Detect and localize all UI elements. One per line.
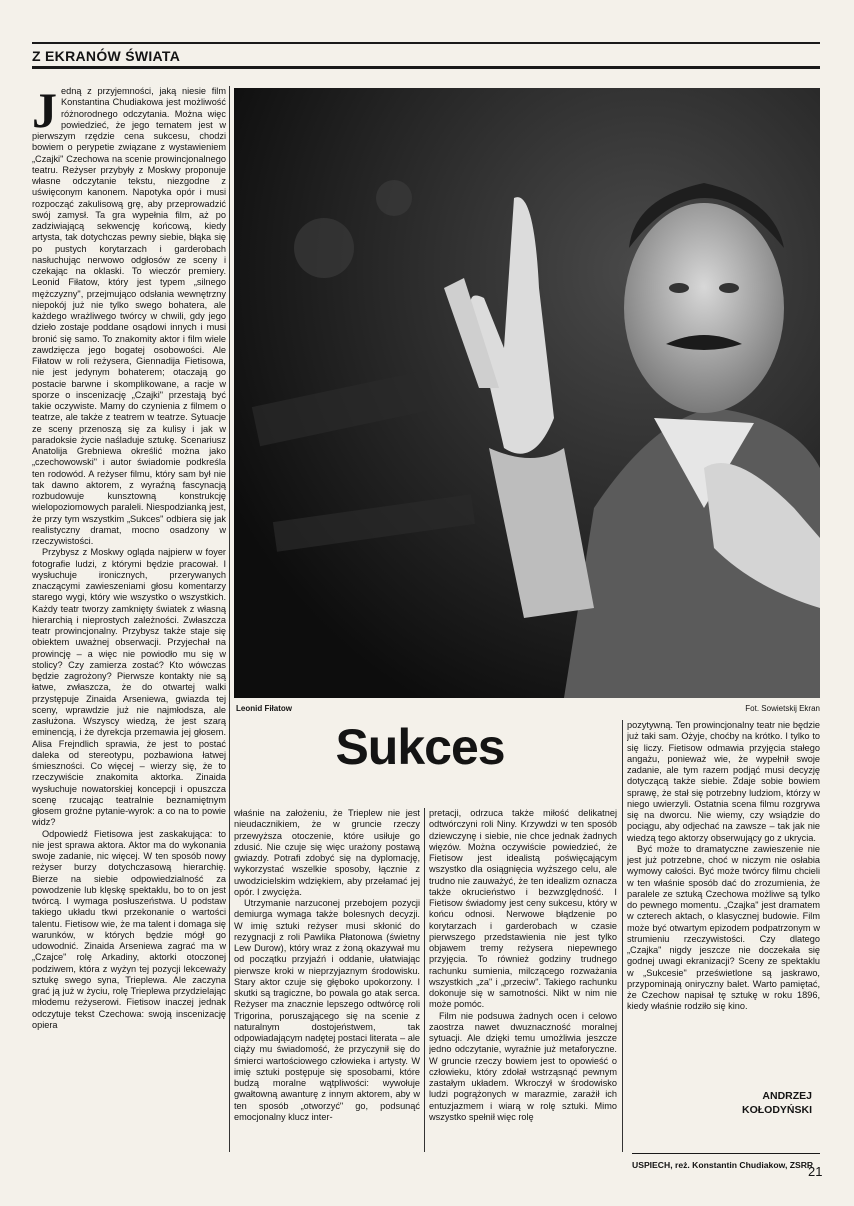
column-divider [622, 720, 623, 1152]
page-number: 21 [808, 1164, 823, 1179]
article-column-4 [627, 720, 820, 1078]
column-divider [229, 86, 230, 1152]
paragraph: pretacji, odrzuca także miłość delikatnej odtwórczyni roli Niny. Krzywdzi w ten sposób dziewczynę i siebie, nie chce jednak żadnych więzów. Można oczywiście powiedzieć, że Fietisow jest idealistą poświęcającym wszystko dla osiągnięcia wyższego celu, ale trudno nie zauważyć, że ten idealizm oznacza także okrucieństwo i bezwzględność. I Fietisow świadomy jest ceny sukcesu, który w końcu odnosi. Nerwowe błądzenie po korytarzach i garderobach w czasie pierwszego przedstawienia nie jest tylko objawem tremy reżysera niepewnego przyjęcia. To również godziny trudnego rachunku sumienia, milczącego rozważania wszystkich „za" i „przeciw". Takiego rachunku dokonuje się w samotności. Nikt w nim nie może pomóc. [429, 808, 617, 1010]
section-rule [32, 66, 820, 69]
photo-illustration [234, 88, 820, 698]
top-rule [32, 42, 820, 44]
paragraph: Jedną z przyjemności, jaką niesie film Konstantina Chudiakowa jest możliwość różnorodnego odczytania. Można więc powiedzieć, że jego tematem jest w pierwszym rzędzie cena sukcesu, chodzi bowiem o perypetie związane z wystawieniem „Czajki" Czechowa na scenie prowincjonalnego teatru. Reżyser przybyły z Moskwy proponuje własne odczytanie tekstu, niezgodne z uświęconym kanonem. Napotyka opór i musi rozpocząć zakulisową grę, aby przeprowadzić swój zamysł. Ta gra wypełnia film, aż po zadziwiającą sekwencję końcową, kiedy artysta, tak dotychczas pewny siebie, błąka się po pustych korytarzach i garderobach nasłuchując nerwowo odgłosów ze sceny i czekając na oklaski. To wieczór premiery. Leonid Fiłatow, który jest typem „silnego mężczyzny", przejmująco odsłania wewnętrzny niepokój już nie tylko swego bohatera, ale każdego wrażliwego twórcy w chwili, gdy jego dzieło zostaje poddane osądowi innych i musi bronić się samo. To znakomity aktor i film wiele zawdzięcza jego bogatej osobowości. Ale Fiłatow w roli reżysera, Giennadija Fietisowa, nie jest jedynym bohaterem; otaczają go postacie barwne i skomplikowane, a racje w sporze o inscenizację „Czajki" przestają być takie oczywiste. Mamy do czynienia z filmem o teatrze, ale także z teatrem w teatrze. Sytuacje ze sceny przenoszą się za kulisy i jak w paradoksie życie naśladuje sztukę. Scenariusz Anatolija Grebniewa określić można jako „czechowowski" i autor świadomie podkreśla ten rodowód. A reżyser filmu, który sam był nie tak dawno aktorem, z wyraźną fascynacją rozbudowuje kunsztowną konstrukcję wielopoziomowych paraleli. Niespodzianką jest, że przy tym wszystkim „Sukces" odbiera się jak realistyczny dramat, mocno osadzony w rzeczywistości. [32, 86, 226, 546]
credits-rule [632, 1153, 820, 1154]
paragraph: pozytywną. Ten prowincjonalny teatr nie będzie już taki sam. Ożyje, choćby na krótko. I tylko to się liczy. Fietisow odmawia przyjęcia stałego angażu, ponieważ wie, że wypełnił swoje zadanie, ale tym razem podjąć musi decyzję dotyczącą także siebie. Zdaje sobie bowiem sprawę, że stał się potrzebny ludziom, którzy w niego uwierzyli. Ostatnia scena filmu rozgrywa się na dworcu. Nie wiemy, czy wsiądzie do pociągu, aby odjechać na zawsze – tak jak nie wiedzą tego aktorzy obserwujący go z ukrycia. [627, 720, 820, 843]
author-first-name: ANDRZEJ [762, 1090, 812, 1102]
paragraph: Być może to dramatyczne zawieszenie nie jest już potrzebne, choć w niczym nie osłabia wymowy całości. Być może twórcy filmu chcieli w ten właśnie sposób dać do zrozumienia, że paralele ze sztuką Czechowa możliwe są tylko do pewnego momentu. „Czajka" jest dramatem w czterech aktach, o klasycznej budowie. Film może być otwartym epizodem podpatrzonym w strumieniu rzeczywistości. Czy dlatego „Czajka" nigdy jeszcze nie doczekała się godnej uwagi ekranizacji? Sceny ze spektaklu w „Sukcesie" prześwietlone są jaskrawo, przypominają oniryczny balet. Warto pamiętać, że Czechow napisał tę sztukę w roku 1896, kiedy właśnie rodziło się kino. [627, 843, 820, 1012]
paragraph: Film nie podsuwa żadnych ocen i celowo zaostrza nawet dwuznaczność moralnej sytuacji. Ale dzięki temu umożliwia jeszcze jedno odczytanie, wyraźnie już metaforyczne. W gruncie rzeczy bowiem jest to opowieść o człowieku, który zdołał wstrząsnąć pewnym zastałym układem. Wkroczył w środowisko ludzi pogrążonych w marazmie, zarażił ich entuzjazmem i wiarą w rolę sztuki. Mimo wszystko spełnił więc rolę [429, 1010, 617, 1122]
paragraph: właśnie na założeniu, że Trieplew nie jest nieudacznikiem, że w gruncie rzeczy przewyższa otoczenie, które usiłuje go zdusić. Nie czuje się więc urażony postawą gwiazdy. Potrafi zdobyć się na dyplomację, wykorzystać wszelkie sposoby, łącznie z uwodzicielskim wdziękiem, aby przełamać jej opór. I zwycięża. [234, 808, 420, 897]
film-credits: USPIECH, reż. Konstantin Chudiakow, ZSRR [632, 1160, 814, 1170]
column-divider [424, 808, 425, 1152]
photo-credit: Fot. Sowietskij Ekran [745, 704, 820, 713]
section-title: Z EKRANÓW ŚWIATA [32, 48, 181, 64]
actor-photo [234, 88, 820, 698]
article-column-3 [429, 808, 617, 1152]
drop-cap: J [32, 86, 57, 138]
author-last-name: KOŁODYŃSKI [741, 1104, 812, 1116]
paragraph: Odpowiedź Fietisowa jest zaskakująca: to nie jest sprawa aktora. Aktor ma do wykonania swoje zadanie, nic więcej. W ten sposób nowy reżyser burzy dotychczasową hierarchię. Bierze na siebie odpowiedzialność za powodzenie lub klęskę spektaklu, bo to on jest twórcą. I wymaga posłuszeństwa. U podstaw takiego układu tkwi przekonanie o wartości talentu. Fietisow wie, że ma talent i domaga się warunków, w których będzie mógł go udowodnić. Zinaida Arseniewa zagrać ma w „Czajce" rolę Arkadiny, aktorki otoczonej podziwem, która z wyżyn tej pozycji lekceważy sztukę swego syna, Trieplewa. Ale zaczyna grać ją już w życiu, rolę Trieplewa przydzielając młodemu reżyserowi. Fietisow inaczej jednak odczytuje tekst Czechowa: swoją inscenizację opiera [32, 828, 226, 1030]
photo-caption: Leonid Fiłatow [236, 704, 292, 713]
article-headline: Sukces [335, 719, 505, 775]
paragraph: Przybysz z Moskwy ogląda najpierw w foyer fotografie ludzi, z którymi będzie pracował. I wysłuchuje ironicznych, przerywanych znaczącymi zawieszeniami głosu komentarzy starego wygi, który wie wszystko o wszystkich. Każdy teatr tworzy zamknięty światek z własną hierarchią i nieprostych zależności. Zwłaszcza teatr prowincjonalny. Przybysz także staje się obiektem uważnej obserwacji. Przyjechał na prowincję – a więc nie powiodło mu się w stolicy? Czy zamierza zostać? Kto wówczas będzie zagrożony? Pierwsze kontakty nie są łatwe, zwłaszcza, że do otwartej walki przystępuje Zinaida Arseniewa, gwiazda tej sceny, wprawdzie już nie najmłodsza, ale zasłużona. Wszyscy wiedzą, że jest szarą eminencją, i że dyrekcja przemawia jej głosem. Alisa Frejndlich sprawia, że jest to postać daleka od stereotypu, pozbawiona łatwej śmieszności. Co więcej – wierzy się, że to rzeczywiście znakomita aktorka. Zinaida wysłuchuje nowatorskiej koncepcji i opuszcza scenę rzucając teatralnie beznamiętnym głosem groźne pytanie-wyrok: a co na to powie widz? [32, 547, 226, 828]
article-column-2 [234, 808, 420, 1152]
paragraph: Utrzymanie narzuconej przebojem pozycji demiurga wymaga także bolesnych decyzji. W imię sztuki reżyser musi skłonić do rezygnacji z roli Pawlika Płatonowa (świetny Lew Durow), który wraz z żoną okazywał mu od początku przyjaźń i oddanie, ułatwiając pierwsze kroki w nieprzyjaznym środowisku. Stary aktor czuje się głęboko upokorzony. I skutki są tragiczne, bo powala go atak serca. Reżyser ma znacznie lepszego odtwórcę roli Trigorina, porusząjącego się na scenie z naturalnym dostojeństwem, tak odpowiadającym nadętej postaci literata – ale ciąży mu świadomość, że przyczynił się do śmierci wartościowego człowieka i artysty. W imię sztuki postępuje się sposobami, które budzą moralne wątpliwości: wywołuje gwałtowną awanturę z innym aktorem, aby w ten sposób „otworzyć" go, podsunąć emocjonalny klucz inter- [234, 898, 420, 1122]
article-column-1 [32, 86, 226, 1152]
